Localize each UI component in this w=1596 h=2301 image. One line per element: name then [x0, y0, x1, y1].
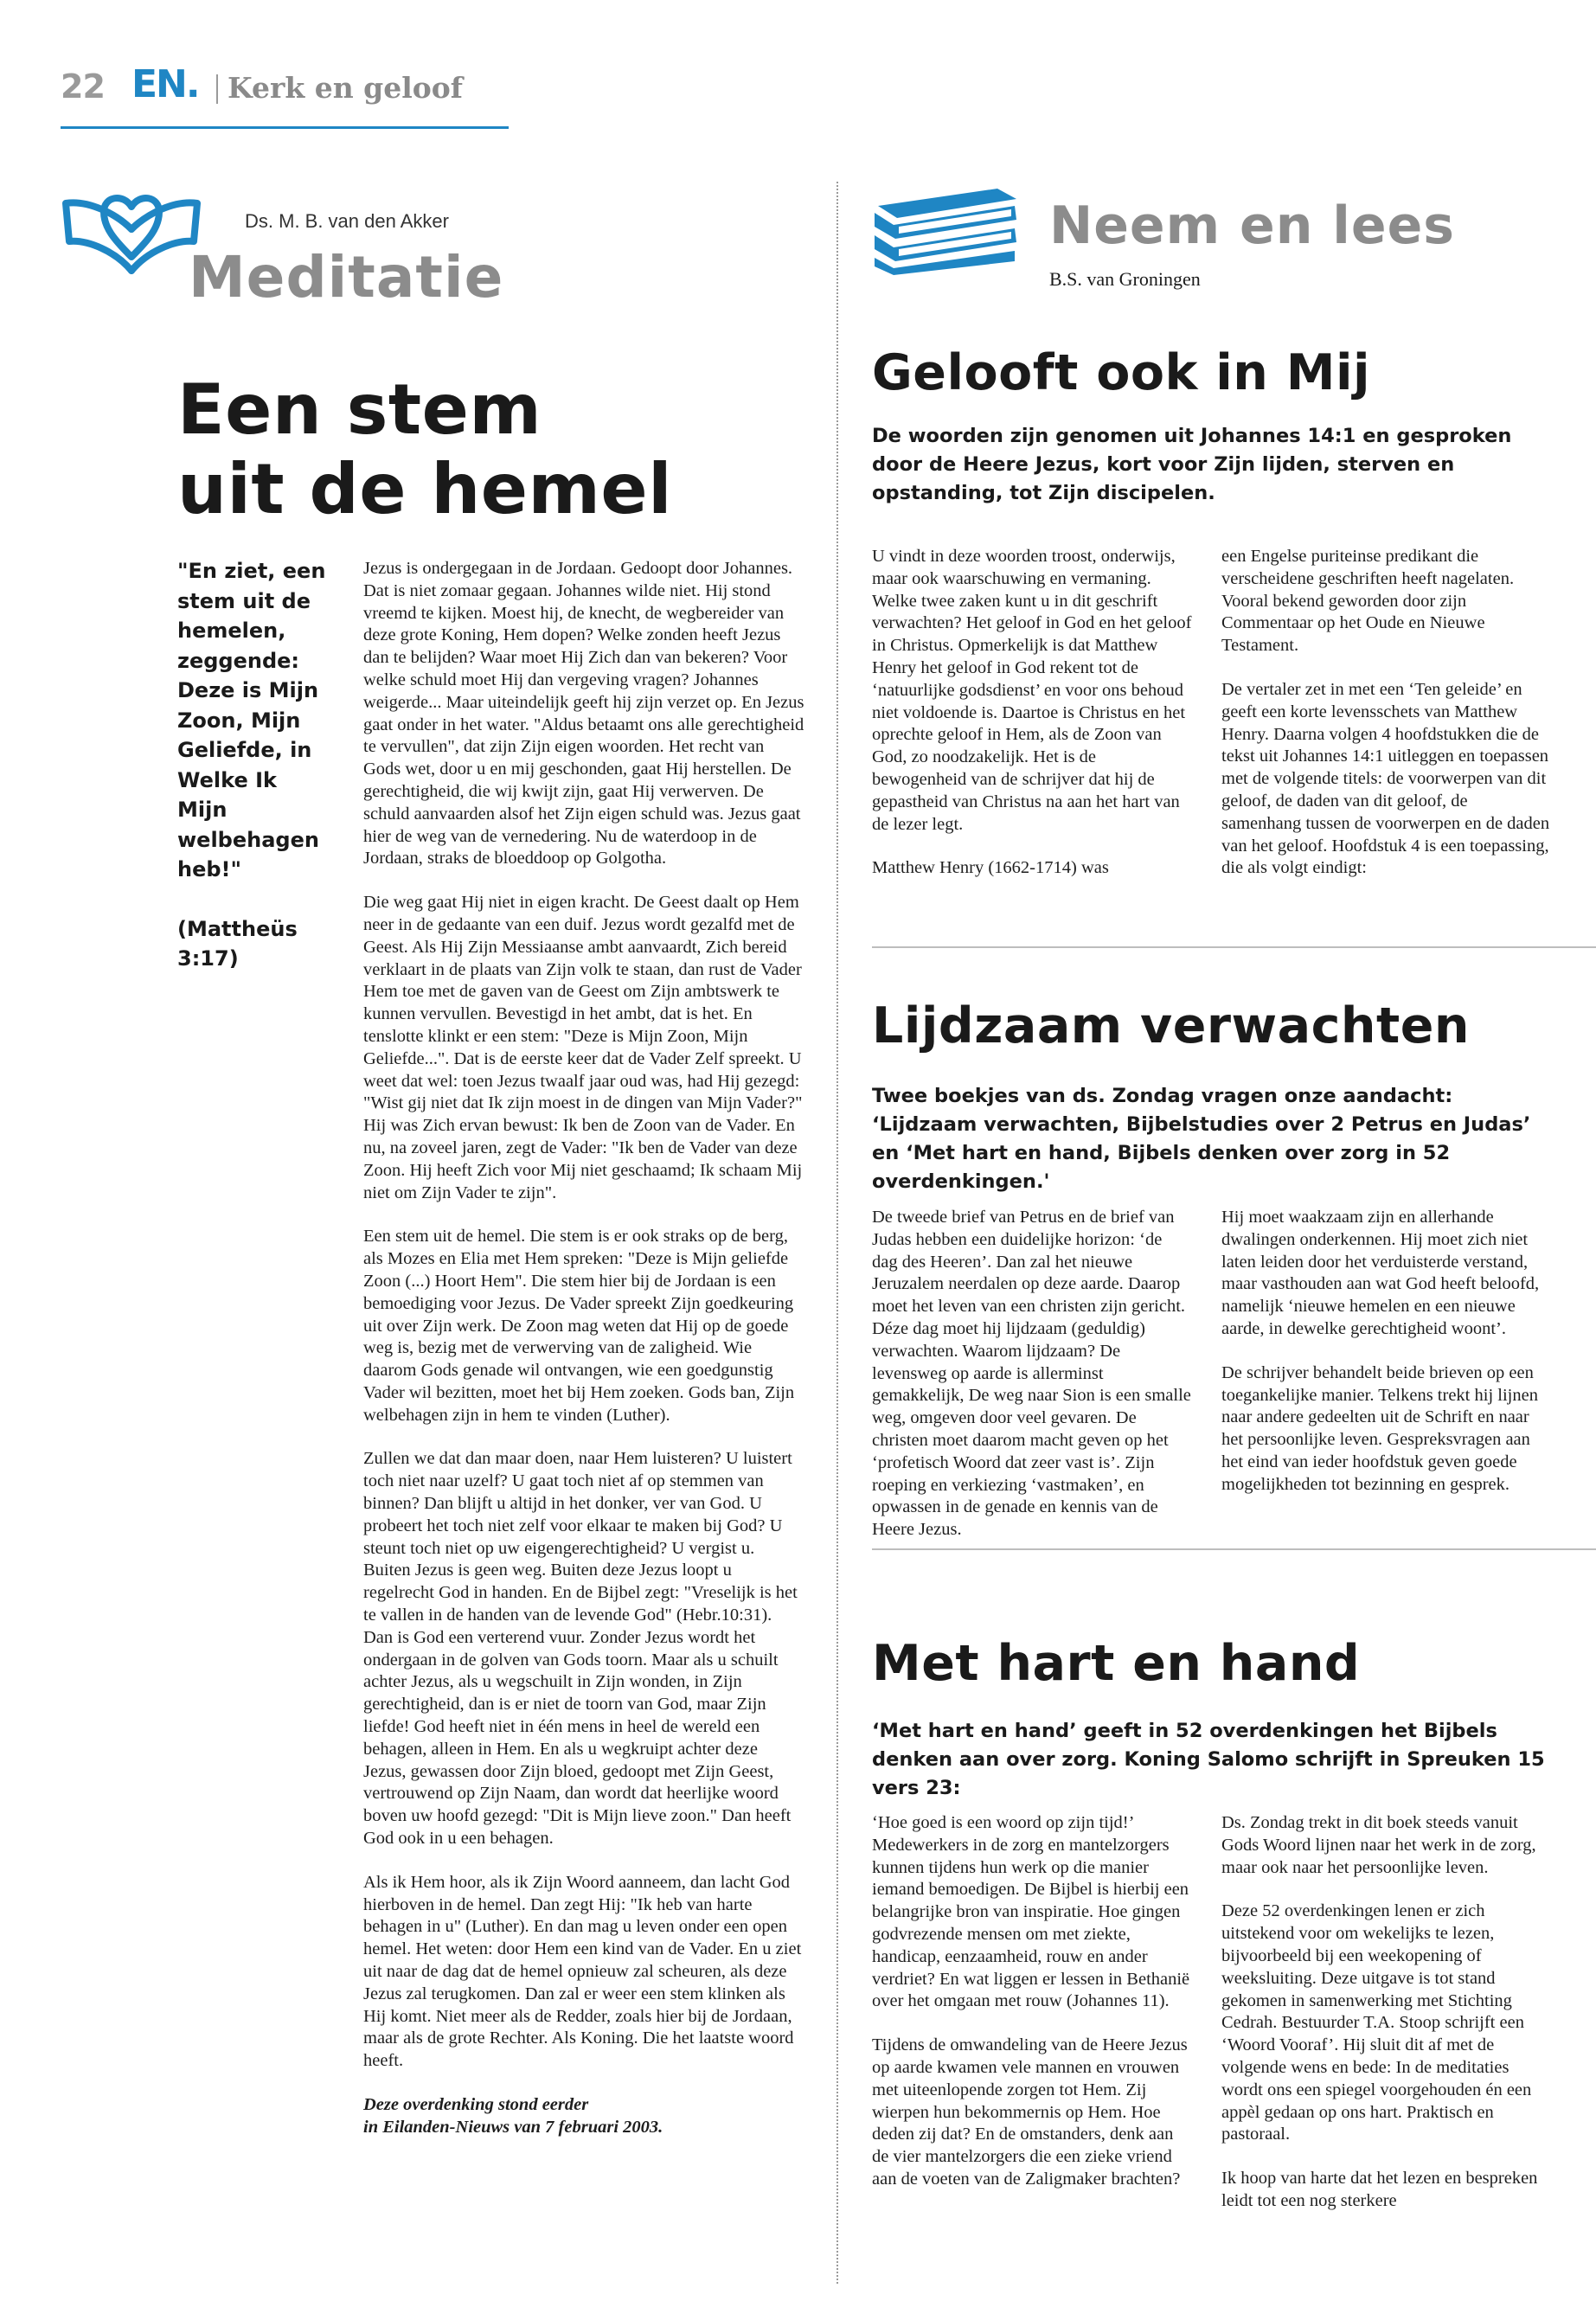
article-separator	[872, 1548, 1596, 1550]
article-column-right	[1221, 1812, 1550, 2234]
note-line2: in Eilanden-Nieuws van 7 februari 2003.	[363, 2117, 663, 2137]
article-paragraph: een Engelse puriteinse predikant die verscheidene geschriften heeft nagelaten. Vooral bekend geworden door zijn Commentaar op het Oude en Nieuwe Testament.	[1221, 547, 1515, 656]
book-stack-icon	[868, 182, 1023, 277]
neem-en-lees-author: B.S. van Groningen	[1049, 268, 1201, 290]
article-paragraph: Hij moet waakzaam zijn en allerhande dwalingen onderkennen. Hij moet zich niet laten leiden door het verduisterde verstand, maar vasthouden aan wat God heeft beloofd, namelijk ‘nieuwe hemelen en een nieuwe aarde, in dewelke gerechtigheid woont’.	[1221, 1208, 1540, 1338]
article-column-left	[872, 1207, 1192, 1563]
article-paragraph: Ik hoop van harte dat het lezen en bespreken leidt tot een nog sterkere	[1221, 2169, 1538, 2210]
article-column-right	[1221, 1207, 1550, 1518]
meditatie-icon	[62, 177, 201, 281]
meditatie-pullquote	[177, 556, 329, 974]
meditatie-title	[177, 370, 672, 529]
section-name: Kerk en geloof	[228, 71, 463, 105]
meditatie-paragraph: Jezus is ondergegaan in de Jordaan. Gedoopt door Johannes. Dat is niet zomaar gegaan. Johannes wilde niet. Hij stond vreemd te kijken. Moest hij, de knecht, de wegbereider van deze grote Koning, Hem dopen? Welke zonden heeft Jezus dan te belijden? Waar moet Hij Zich dan van bekeren? Voor welke schuld moet Hij dan vergeving vragen? Johannes weigerde... Maar uiteindelijk geeft hij zijn verzet op. En Jezus gaat onder in het water. "Aldus betaamt ons alle gerechtigheid te vervullen", dat zijn Zijn eigen woorden. Het recht van Gods wet, door u en mij geschonden, gaat Hij herstellen. De gerechtigheid, die wij kwijt zijn, gaat Hij verwerven. De schuld aanvaarden alsof het Zijn eigen schuld was. Jezus gaat hier de weg van de vernedering. Nu de waterdoop in de Jordaan, straks de bloeddoop op Golgotha.	[363, 559, 804, 868]
article-paragraph: De vertaler zet in met een ‘Ten geleide’ en geeft een korte levensschets van Matthew Henry. Daarna volgen 4 hoofdstukken die de tekst uit Johannes 14:1 uitleggen en toepassen met de volgende titels: de voorwerpen van dit geloof, de daden van dit geloof, de samenhang tussen de voorwerpen en de daden van het geloof. Hoofdstuk 4 is een toepassing, die als volgt eindigt:	[1221, 679, 1550, 878]
article-paragraph: Deze 52 overdenkingen lenen er zich uitstekend voor om wekelijks te lezen, bijvoorbeeld bij een weekopening of weeksluiting. Deze uitgave is tot stand gekomen in samenwerking met Stichting Cedrah. Bestuurder T.A. Stoop schrijft een ‘Woord Vooraf’. Hij sluit dit af met de volgende wens en bede: In de meditaties wordt ons een spiegel voorgehouden én een appèl gedaan op ons hart. Praktisch en pastoraal.	[1221, 1901, 1532, 2144]
column-divider	[836, 182, 838, 2284]
article-lede: De woorden zijn genomen uit Johannes 14:1 en gesproken door de Heere Jezus, kort voor Zijn lijden, sterven en opstanding, tot Zijn discipelen.	[872, 425, 1512, 504]
article-paragraph: Ds. Zondag trekt in dit boek steeds vanuit Gods Woord lijnen naar het werk in de zorg, maar ook naar het persoonlijke leven.	[1221, 1813, 1536, 1877]
article-column-right	[1221, 546, 1550, 901]
meditatie-label: Meditatie	[189, 244, 504, 311]
page-header	[61, 61, 510, 130]
neem-en-lees-label: Neem en lees	[1049, 195, 1455, 256]
article-paragraph: Tijdens de omwandeling van de Heere Jezus op aarde kwamen vele mannen en vrouwen met uiteenlopende zorgen tot Hem. Zij wierpen hun bekommernis op Hem. Hoe deden zij dat? En de omstanders, denk aan de vier mantelzorgers die een zieke vriend aan de voeten van de Zaligmaker brachten?	[872, 2035, 1188, 2189]
meditatie-paragraph: Zullen we dat dan maar doen, naar Hem luisteren? U luistert toch niet naar uzelf? U gaat toch niet af op stemmen van binnen? Dan blijft u altijd in het donker, ver van God. U probeert het toch niet zelf voor elkaar te maken bij God? U steunt toch niet op uw eigengerechtigheid? U vergist u. Buiten Jezus is geen weg. Buiten deze Jezus loopt u regelrecht God in handen. En de Bijbel zegt: "Vreselijk is het te vallen in de handen van de levende God" (Hebr.10:31). Dan is God een verterend vuur. Zonder Jezus wordt het ondergaan in de golven van Gods toorn. Maar als u schuilt achter Jezus, als u wegschuilt in Zijn wonden, in Zijn gerechtigheid, dan is er niet de toorn van God, maar Zijn liefde! God heeft niet in één mens in heel de wereld een behagen, alleen in Hem. En als u wegkruipt achter deze Jezus, gewassen door Zijn bloed, gedoopt met Zijn Geest, vertrouwend op Zijn Naam, dan wordt dat heerlijke woord boven uw hoofd gezegd: "Dit is Mijn lieve zoon." Dan heeft God ook in u een behagen.	[363, 1449, 798, 1849]
open-book-heart-icon	[62, 177, 201, 281]
article-lede: ‘Met hart en hand’ geeft in 52 overdenkingen het Bijbels denken aan over zorg. Koning Salomo schrijft in Spreuken 15 vers 23:	[872, 1720, 1545, 1799]
pullquote-reference: (Mattheüs 3:17)	[177, 916, 298, 971]
article-paragraph: U vindt in deze woorden troost, onderwijs, maar ook waarschuwing en vermaning. Welke twee zaken kunt u in dit geschrift verwachten? Het geloof in God en het geloof in Christus. Opmerkelijk is dat Matthew Henry het geloof in God rekent tot de ‘natuurlijke godsdienst’ en voor ons behoud niet voldoende is. Daartoe is Christus en het oprechte geloof in Hem, als de Zoon van God, zo noodzakelijk. Het is de bewogenheid van de schrijver dat hij de gepastheid van Christus na aan het hart van de lezer legt.	[872, 547, 1192, 834]
meditatie-paragraph: Die weg gaat Hij niet in eigen kracht. De Geest daalt op Hem neer in de gedaante van een duif. Jezus wordt gezalfd met de Geest. Als Hij Zijn Messiaanse ambt aanvaardt, Zich bereid verklaart in de plaats van Zijn volk te staan, dan rust de Vader Hem toe met de gaven van de Geest om Zijn ambtswerk te kunnen vervullen. Bevestigd in het ambt, dat is het. En tenslotte klinkt er een stem: "Deze is Mijn Zoon, Mijn Geliefde...". Dat is de eerste keer dat de Vader Zelf spreekt. U weet dat wel: toen Jezus twaalf jaar oud was, had Hij gezegd: "Wist gij niet dat Ik zijn moest in de dingen van Mijn Vader?" Hij was Zich ervan bewust: Ik ben de Zoon van de Vader. En nu, na zoveel jaren, zegt de Vader: "Ik ben de Vader van deze Zoon. Hij heeft Zich voor Mij niet geschaamd; Ik schaam Mij niet om Zijn Vader te zijn".	[363, 893, 803, 1202]
header-underline	[61, 126, 509, 129]
meditatie-title-line1: Een stem	[177, 369, 542, 450]
brand-logo: EN.	[131, 62, 199, 106]
meditatie-paragraph: Een stem uit de hemel. Die stem is er ook straks op de berg, als Mozes en Elia met Hem spreken: "Deze is Mijn geliefde Zoon (...) Hoort Hem". Die stem hier bij de Jordaan is een bemoediging voor Jezus. De Vader spreekt Zijn goedkeuring uit over Zijn werk. De Zoon mag weten dat Hij op de goede weg is, bezig met de verwerving van de zaligheid. Wie daarom Gods genade wil ontvangen, wie een goedgunstig Vader wil bezitten, moet het bij Hem zoeken. Gods ban, Zijn welbehagen zijn in hem te vinden (Luther).	[363, 1227, 795, 1425]
article-paragraph: Matthew Henry (1662-1714) was	[872, 858, 1109, 878]
article-title: Met hart en hand	[872, 1635, 1361, 1692]
article-paragraph: De tweede brief van Petrus en de brief van Judas hebben een duidelijke horizon: ‘de dag des Heeren’. Dan zal het nieuwe Jeruzalem neerdalen op deze aarde. Daarop moet het leven van een christen zijn gericht. Déze dag moet hij lijdzaam (geduldig) verwachten. Waarom lijdzaam? De levensweg op aarde is allerminst gemakkelijk, De weg naar Sion is een smalle weg, omgeven door veel gevaren. De christen moet daarom macht geven op het ‘profetisch Woord dat zeer vast is’. Zijn roeping en verkiezing ‘vastmaken’, en opwassen in de genade en kennis van de Heere Jezus.	[872, 1208, 1191, 1540]
meditatie-note	[363, 2094, 804, 2139]
article-lede: Twee boekjes van ds. Zondag vragen onze aandacht: ‘Lijdzaam verwachten, Bijbelstudies over 2 Petrus en Judas’ en ‘Met hart en hand, Bijbels denken over zorg in 52 overdenkingen.'	[872, 1085, 1531, 1193]
page-number: 22	[61, 67, 105, 106]
note-line1: Deze overdenking stond eerder	[363, 2095, 589, 2114]
neem-en-lees-icon	[868, 182, 1023, 277]
meditatie-author: Ds. M. B. van den Akker	[245, 210, 449, 232]
article-paragraph: De schrijver behandelt beide brieven op een toegankelijke manier. Telkens trekt hij lijnen naar andere gedeelten uit de Schrift en naar het persoonlijke leven. Gespreksvragen aan het eind van ieder hoofdstuk geven goede mogelijkheden tot bezinning en gesprek.	[1221, 1362, 1538, 1494]
article-title: Lijdzaam verwachten	[872, 997, 1470, 1054]
header-divider	[216, 74, 218, 104]
article-paragraph: ‘Hoe goed is een woord op zijn tijd!’ Medewerkers in de zorg en mantelzorgers kunnen tijdens hun werk op die manier iemand bemoedigen. De Bijbel is hierbij een belangrijke bron van inspiratie. Hoe gingen godvrezende mensen om met ziekte, handicap, eenzaamheid, rouw en ander verdriet? En wat liggen er lessen in Bethanië over het omgaan met rouw (Johannes 11).	[872, 1813, 1190, 2011]
article-separator	[872, 946, 1596, 948]
meditatie-body	[363, 558, 804, 2139]
article-column-left	[872, 1812, 1192, 2213]
pullquote-text: "En ziet, een stem uit de hemelen, zeggende: Deze is Mijn Zoon, Mijn Geliefde, in Welke Ik Mijn welbehagen heb!"	[177, 559, 326, 881]
article-column-left	[872, 546, 1192, 901]
meditatie-title-line2: uit de hemel	[177, 449, 673, 529]
meditatie-paragraph: Als ik Hem hoor, als ik Zijn Woord aanneem, dan lacht God hierboven in de hemel. Dan zegt Hij: "Ik heb van harte behagen in u" (Luther). En dan mag u leven onder een open hemel. Het weten: door Hem een kind van de Vader. En u ziet uit naar de dag dat de hemel opnieuw zal scheuren, als deze Jezus zal terugkomen. Dan zal er weer een stem klinken als Hij komt. Niet meer als de Redder, zoals hier bij de Jordaan, maar als de grote Rechter. Als Koning. Die het laatste woord heeft.	[363, 1872, 802, 2071]
article-title: Gelooft ook in Mij	[872, 344, 1371, 401]
